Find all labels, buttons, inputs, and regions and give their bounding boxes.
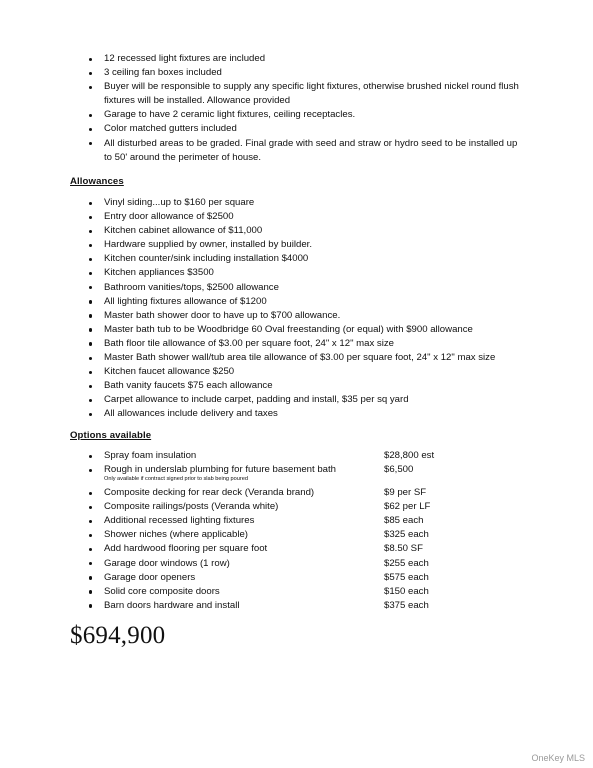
option-row — [0, 571, 593, 585]
option-price: $9 per SF — [384, 487, 427, 499]
list-item: Master Bath shower wall/tub area tile allowance of $3.00 per square foot, 24" x 12" max size — [0, 351, 593, 365]
option-price: $375 each — [384, 599, 429, 611]
option-label: Rough in underslab plumbing for future basement bath — [104, 464, 336, 476]
list-item: Garage to have 2 ceramic light fixtures, ceiling receptacles. — [0, 108, 593, 122]
list-item: Kitchen cabinet allowance of $11,000 — [0, 224, 593, 238]
option-price: $62 per LF — [384, 501, 431, 513]
option-row — [0, 449, 593, 463]
allowances-list — [0, 196, 593, 422]
list-item: Kitchen faucet allowance $250 — [0, 365, 593, 379]
features-list — [0, 52, 593, 165]
option-row — [0, 514, 593, 528]
list-item: Kitchen counter/sink including installation $4000 — [0, 252, 593, 266]
list-item: Bath vanity faucets $75 each allowance — [0, 379, 593, 393]
option-row — [0, 542, 593, 556]
list-item: Vinyl siding...up to $160 per square — [0, 196, 593, 210]
option-price: $575 each — [384, 571, 429, 583]
option-label: Solid core composite doors — [104, 585, 220, 597]
list-item: Master bath shower door to have up to $700 allowance. — [0, 309, 593, 323]
option-row — [0, 463, 593, 486]
option-label: Spray foam insulation — [104, 450, 197, 461]
option-label: Barn doors hardware and install — [104, 599, 240, 611]
option-price: $28,800 est — [384, 450, 435, 461]
option-row — [0, 528, 593, 542]
option-price: $255 each — [384, 557, 429, 569]
option-price: $150 each — [384, 585, 429, 597]
option-label: Composite decking for rear deck (Veranda brand) — [104, 487, 315, 499]
option-row — [0, 599, 593, 613]
list-item: 3 ceiling fan boxes included — [0, 66, 593, 80]
list-item: Buyer will be responsible to supply any specific light fixtures, otherwise brushed nickel round flush fixtures will be installed. Allowance provided — [0, 80, 593, 108]
option-label: Add hardwood flooring per square foot — [104, 543, 268, 555]
list-item: Master bath tub to be Woodbridge 60 Oval freestanding (or equal) with $900 allowance — [0, 323, 593, 337]
options-list — [0, 449, 593, 613]
option-row — [0, 557, 593, 571]
list-item: All lighting fixtures allowance of $1200 — [0, 295, 593, 309]
option-row — [0, 486, 593, 500]
option-row — [0, 585, 593, 599]
option-label: Composite railings/posts (Veranda white) — [104, 501, 279, 513]
list-item: 12 recessed light fixtures are included — [0, 52, 593, 66]
option-label: Garage door openers — [104, 571, 196, 583]
option-price: $8.50 SF — [384, 543, 423, 555]
listing-price: $694,900 — [70, 622, 166, 649]
list-item: All allowances include delivery and taxes — [0, 407, 593, 421]
list-item: Kitchen appliances $3500 — [0, 266, 593, 280]
list-item: Bath floor tile allowance of $3.00 per square foot, 24" x 12" max size — [0, 337, 593, 351]
list-item: Carpet allowance to include carpet, padding and install, $35 per sq yard — [0, 393, 593, 407]
list-item: Color matched gutters included — [0, 122, 593, 136]
option-price: $325 each — [384, 529, 429, 541]
option-row — [0, 500, 593, 514]
option-price: $6,500 — [384, 464, 414, 476]
watermark: OneKey MLS — [531, 753, 585, 763]
option-label: Additional recessed lighting fixtures — [104, 515, 255, 527]
option-price: $85 each — [384, 515, 424, 527]
allowances-heading: Allowances — [70, 176, 124, 187]
list-item: All disturbed areas to be graded. Final grade with seed and straw or hydro seed to be installed up to 50' around the perimeter of house. — [0, 137, 593, 165]
list-item: Bathroom vanities/tops, $2500 allowance — [0, 281, 593, 295]
option-label: Garage door windows (1 row) — [104, 557, 230, 569]
option-label: Shower niches (where applicable) — [104, 529, 248, 541]
options-heading: Options available — [70, 430, 152, 441]
option-note: Only available if contract signed prior to slab being poured — [104, 476, 248, 483]
list-item: Hardware supplied by owner, installed by builder. — [0, 238, 593, 252]
list-item: Entry door allowance of $2500 — [0, 210, 593, 224]
